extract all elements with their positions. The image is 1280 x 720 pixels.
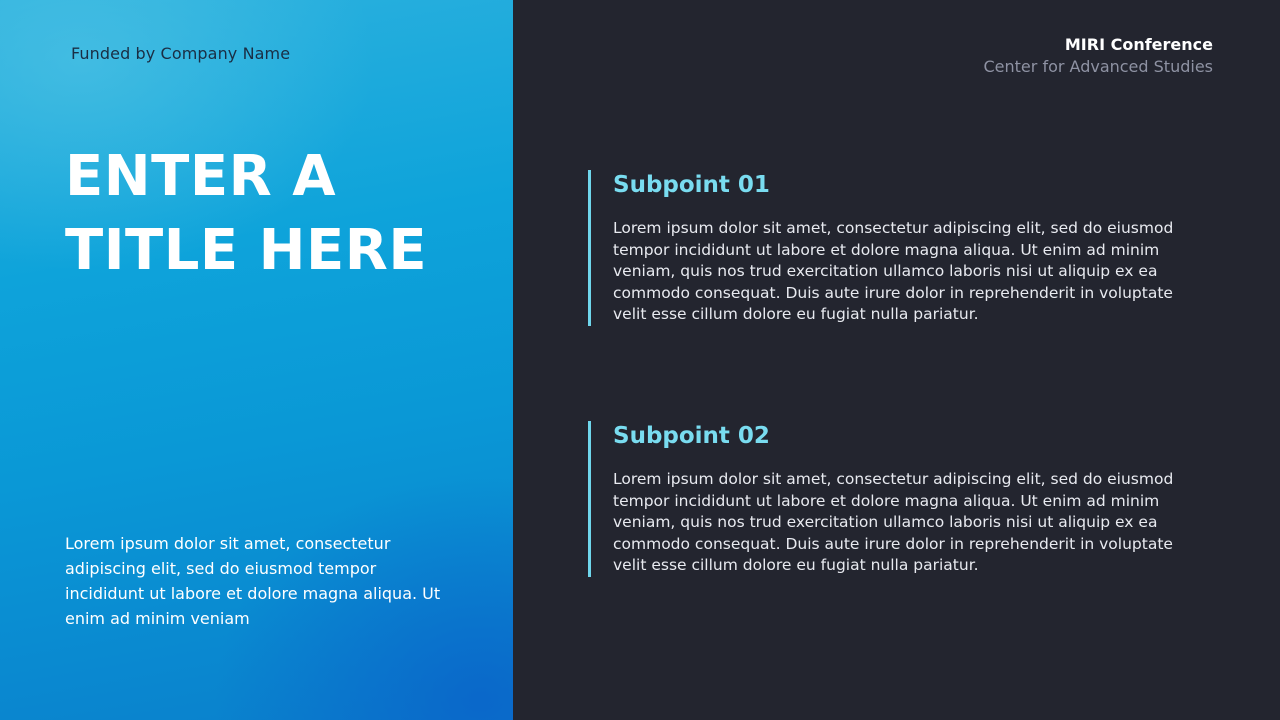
funded-by-label: Funded by Company Name [71, 44, 291, 63]
subpoint-2 [588, 421, 1213, 577]
left-body-text: Lorem ipsum dolor sit amet, consectetur adipiscing elit, sed do eiusmod tempor incididunt ut labore et dolore magna aliqua. Ut enim ad minim veniam [65, 534, 441, 628]
conference-name: MIRI Conference [1064, 35, 1213, 54]
slide-title-line-2: TITLE HERE [65, 218, 428, 283]
subpoint-2-body: Lorem ipsum dolor sit amet, consectetur adipiscing elit, sed do eiusmod tempor incididunt ut labore et dolore magna aliqua. Ut enim ad minim veniam, quis nos trud exercitation ullamco laboris nisi ut aliquip ex ea commodo consequat. Duis aute irure dolor in reprehenderit in voluptate velit esse cillum dolore eu fugiat nulla pariatur. [613, 470, 1174, 574]
subpoint-1-heading: Subpoint 01 [613, 172, 770, 198]
institution-name: Center for Advanced Studies [983, 57, 1213, 76]
right-panel [513, 0, 1280, 720]
subpoint-1-body: Lorem ipsum dolor sit amet, consectetur adipiscing elit, sed do eiusmod tempor incididunt ut labore et dolore magna aliqua. Ut enim ad minim veniam, quis nos trud exercitation ullamco laboris nisi ut aliquip ex ea commodo consequat. Duis aute irure dolor in reprehenderit in voluptate velit esse cillum dolore eu fugiat nulla pariatur. [613, 219, 1174, 323]
slide-title [65, 140, 427, 288]
subpoint-1 [588, 170, 1213, 326]
conference-header [984, 34, 1214, 78]
subpoint-2-heading: Subpoint 02 [613, 423, 770, 449]
left-panel [0, 0, 513, 720]
slide-title-line-1: ENTER A [65, 144, 337, 209]
